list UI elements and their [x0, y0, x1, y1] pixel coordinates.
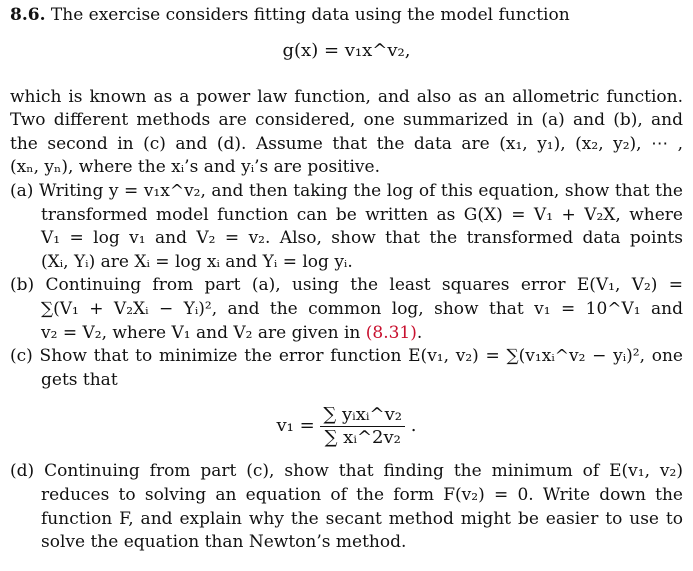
part-c-line: gets that — [41, 369, 118, 390]
equation-reference-link[interactable]: (8.31) — [365, 322, 417, 343]
part-a-line: Writing y = v₁x^v₂, and then taking the log of this equation, show that the — [38, 180, 683, 201]
part-a-line: (Xᵢ, Yᵢ) are Xᵢ = log xᵢ and Yᵢ = log yᵢ. — [41, 251, 353, 272]
part-b-text: v₂ = V₂, where V₁ and V₂ are given in — [41, 322, 366, 343]
fraction-numerator: ∑ yᵢxᵢ^v₂ — [320, 404, 405, 427]
fraction-denominator: ∑ xᵢ^2v₂ — [324, 426, 401, 448]
part-c — [10, 345, 683, 450]
part-b-line: Continuing from part (a), using the least squares error E(V₁, V₂) = — [45, 275, 683, 296]
exercise-number: 8.6. — [10, 5, 46, 25]
intro-paragraph — [10, 86, 683, 180]
exercise-heading-line — [10, 4, 683, 28]
paragraph-line: Two different methods are considered, one summarized in (a) and (b), and — [10, 110, 683, 131]
part-c-label: (c) — [10, 346, 33, 367]
part-d — [10, 460, 683, 554]
part-d-label: (d) — [10, 461, 35, 482]
part-d-line: function F, and explain why the secant method might be easier to use to — [41, 508, 683, 529]
part-a-label: (a) — [10, 180, 34, 201]
paragraph-line: which is known as a power law function, and also as an allometric function. — [10, 86, 683, 107]
fraction — [320, 404, 405, 449]
equation-tail: . — [410, 415, 417, 437]
part-c-line: Show that to minimize the error function E(v₁, v₂) = ∑(v₁xᵢ^v₂ − yᵢ)², one — [39, 346, 683, 367]
part-b — [10, 274, 683, 345]
paragraph-line: the second in (c) and (d). Assume that the data are (x₁, y₁), (x₂, y₂), ⋯ , — [10, 133, 683, 154]
part-d-line: solve the equation than Newton’s method. — [41, 532, 407, 553]
model-equation: g(x) = v₁x^v₂, — [282, 39, 411, 61]
v1-fraction-equation — [10, 402, 683, 450]
part-a — [10, 180, 683, 274]
part-b-line-3 — [10, 322, 683, 346]
equation-lhs: v₁ = — [276, 415, 315, 437]
part-b-label: (b) — [10, 275, 35, 296]
part-d-line: Continuing from part (c), show that finding the minimum of E(v₁, v₂) — [44, 461, 683, 482]
part-a-line: transformed model function can be written as G(X) = V₁ + V₂X, where — [41, 204, 683, 225]
part-b-period: . — [416, 322, 423, 343]
paragraph-line: (xₙ, yₙ), where the xᵢ’s and yᵢ’s are positive. — [10, 157, 380, 178]
part-b-line: ∑(V₁ + V₂Xᵢ − Yᵢ)², and the common log, show that v₁ = 10^V₁ and — [41, 298, 683, 319]
part-a-line: V₁ = log v₁ and V₂ = v₂. Also, show that the transformed data points — [41, 228, 683, 249]
exercise-intro: The exercise considers fitting data using the model function — [50, 5, 570, 25]
part-d-line: reduces to solving an equation of the form F(v₂) = 0. Write down the — [41, 484, 683, 505]
